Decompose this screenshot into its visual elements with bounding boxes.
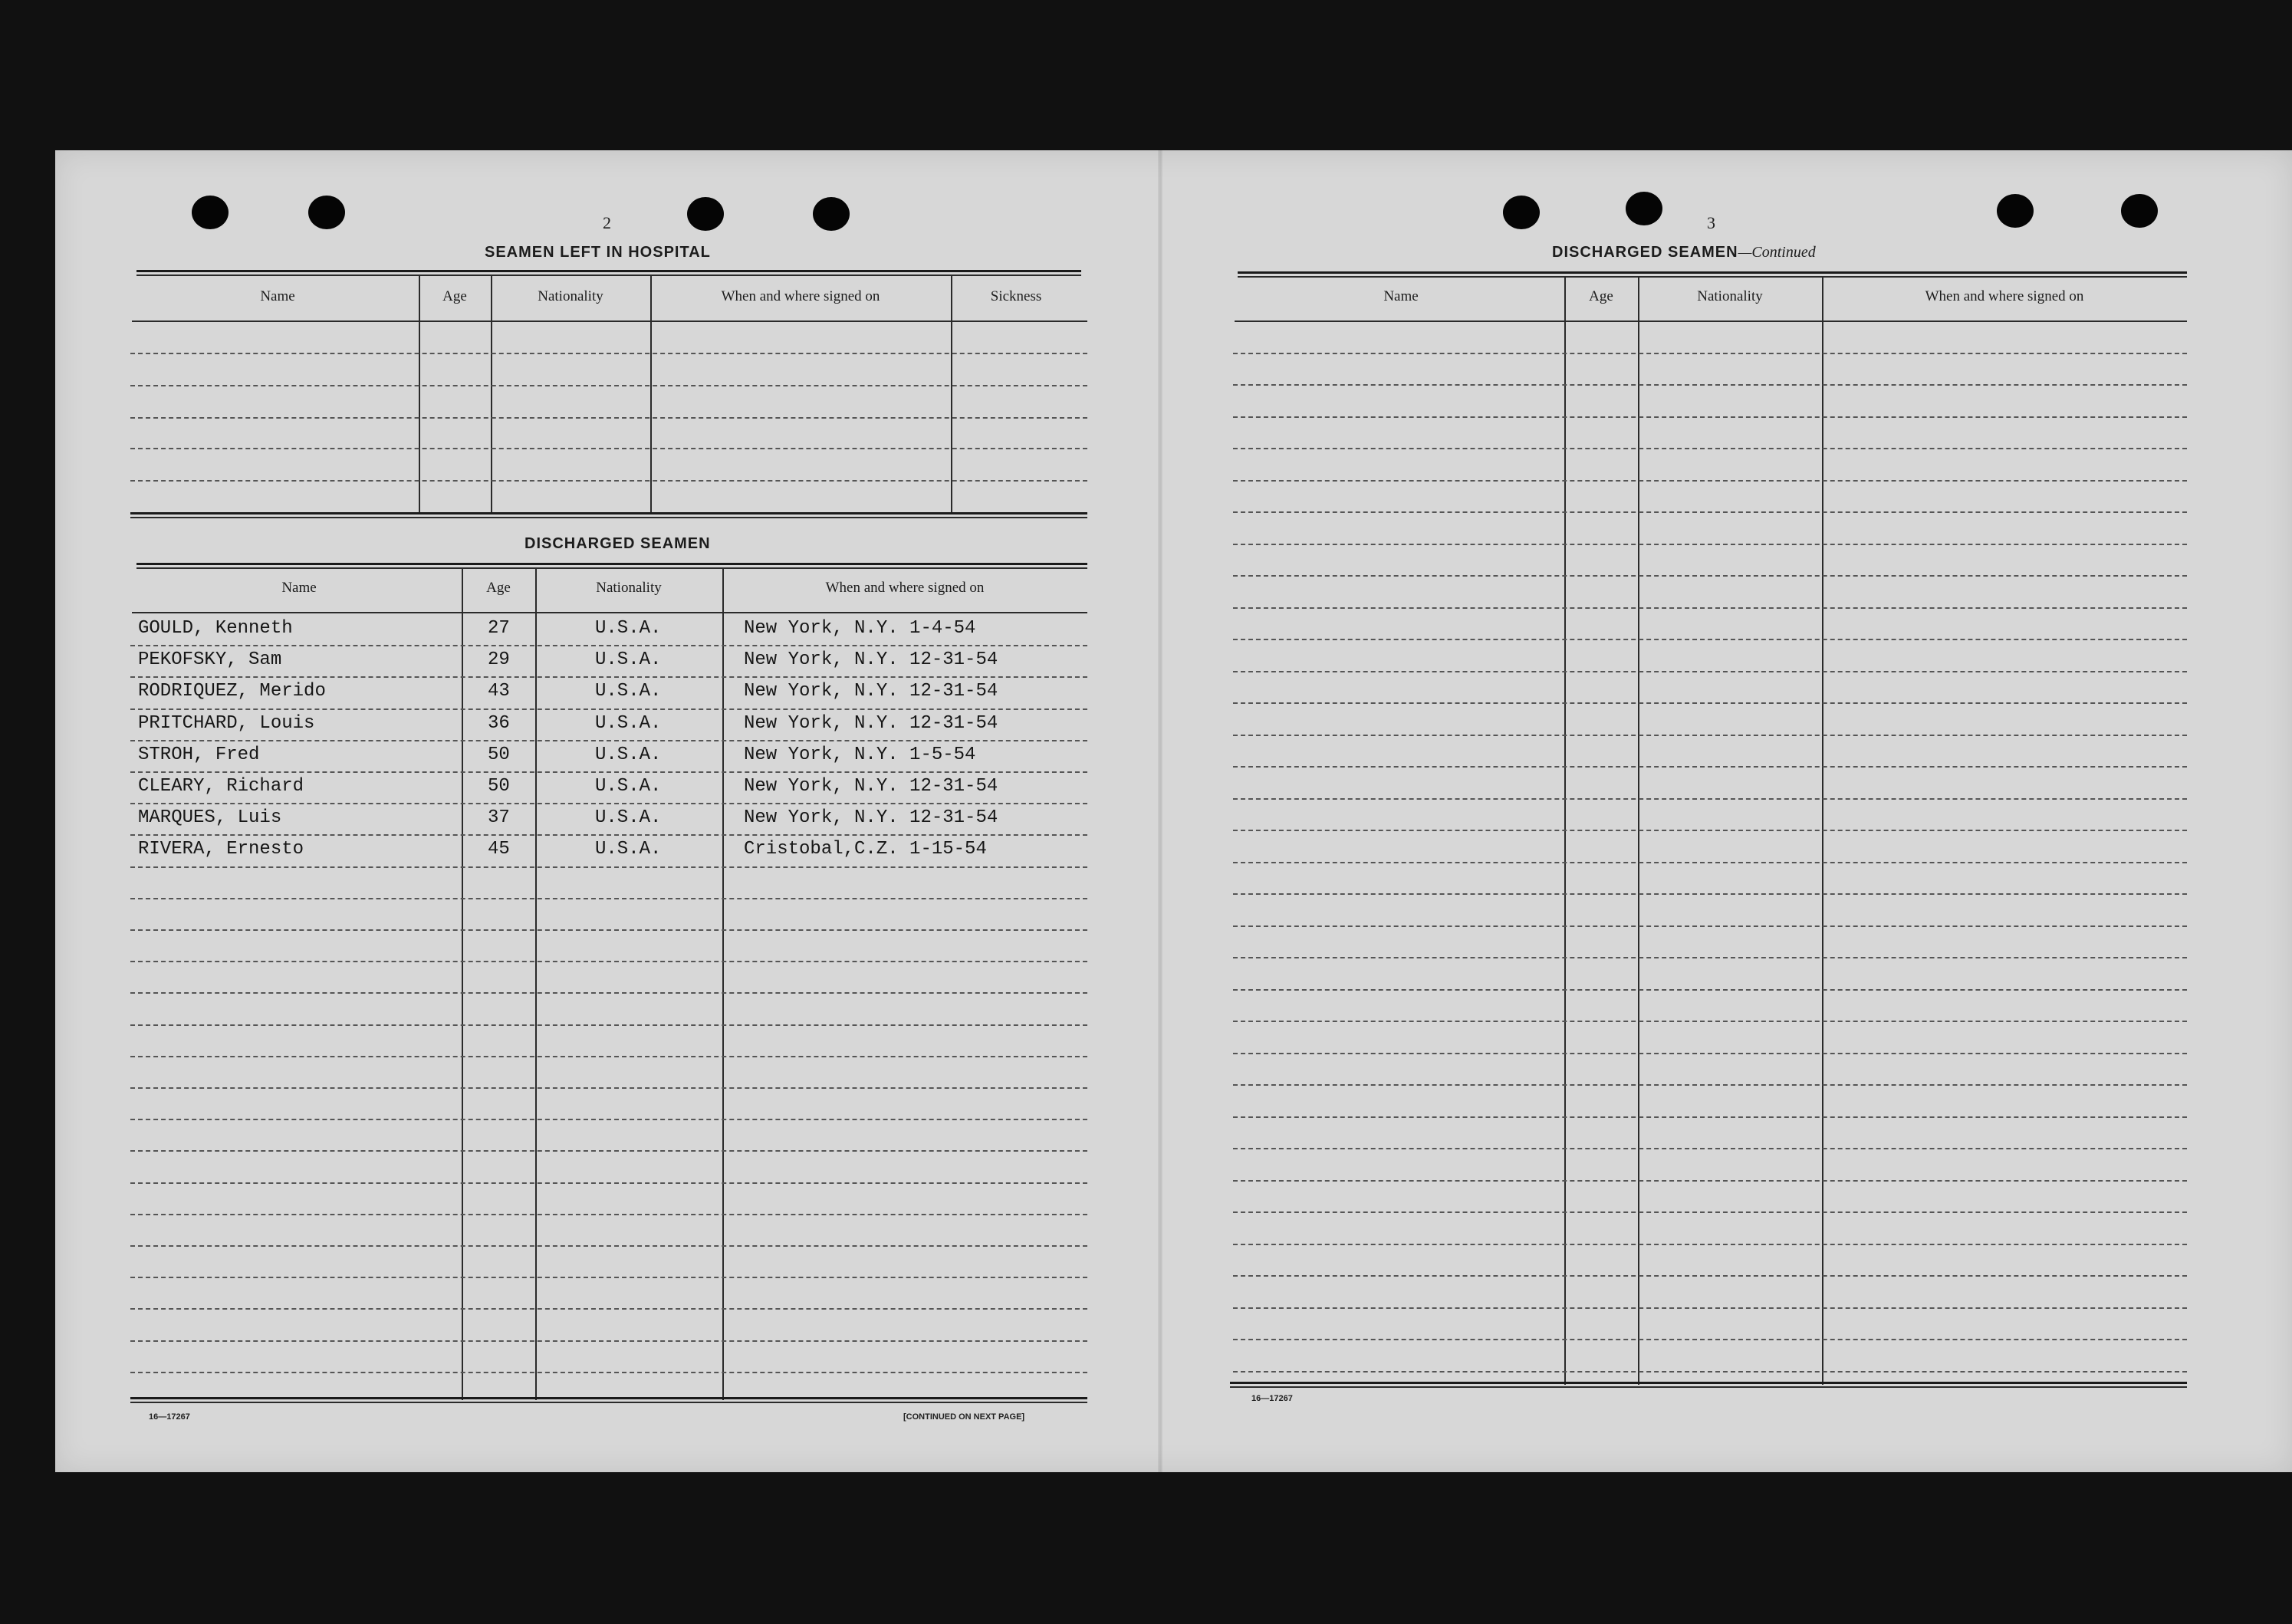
seaman-nationality: U.S.A. <box>595 776 662 797</box>
right-row-line <box>1233 1116 2187 1118</box>
discharged-column-header: Age <box>486 580 511 596</box>
seaman-nationality: U.S.A. <box>595 649 662 670</box>
continued-on-next-page-note: [CONTINUED ON NEXT PAGE] <box>903 1412 1025 1422</box>
seaman-signed-on: Cristobal,C.Z. 1-15-54 <box>744 839 987 860</box>
discharged-row-line <box>130 929 1087 931</box>
right-row-line <box>1233 511 2187 513</box>
punch-hole <box>308 196 345 229</box>
discharged-row-line <box>130 1277 1087 1278</box>
right-row-line <box>1233 1371 2187 1373</box>
discharged-row-line <box>130 708 1087 710</box>
right-row-line <box>1233 1148 2187 1149</box>
seaman-age: 27 <box>488 618 510 639</box>
right-row-line <box>1233 702 2187 704</box>
seaman-age: 36 <box>488 713 510 734</box>
right-bottom-rule-inner <box>1230 1386 2187 1388</box>
seaman-signed-on: New York, N.Y. 12-31-54 <box>744 681 998 702</box>
punch-hole <box>1503 196 1540 229</box>
right-row-line <box>1233 798 2187 800</box>
seaman-nationality: U.S.A. <box>595 839 662 860</box>
right-row-line <box>1233 353 2187 354</box>
right-column-header: Age <box>1589 288 1613 304</box>
right-column-divider <box>1822 278 1823 1385</box>
right-row-line <box>1233 1053 2187 1054</box>
right-row-line <box>1233 735 2187 736</box>
right-column-header: Nationality <box>1697 288 1763 304</box>
discharged-row-line <box>130 645 1087 646</box>
right-row-line <box>1233 480 2187 482</box>
discharged-row-line <box>130 1150 1087 1152</box>
right-row-line <box>1233 1244 2187 1245</box>
hospital-row-line <box>130 480 1087 482</box>
seaman-signed-on: New York, N.Y. 12-31-54 <box>744 807 998 828</box>
discharged-row-line <box>130 898 1087 899</box>
seaman-nationality: U.S.A. <box>595 681 662 702</box>
seaman-nationality: U.S.A. <box>595 807 662 828</box>
hospital-column-divider <box>491 276 492 512</box>
hospital-column-header: Age <box>442 288 467 304</box>
right-row-line <box>1233 1021 2187 1022</box>
discharged-header-rule <box>132 612 1087 613</box>
punch-hole <box>687 197 724 231</box>
form-number-right: 16—17267 <box>1251 1394 1293 1403</box>
seaman-name: CLEARY, Richard <box>138 776 304 797</box>
seaman-age: 43 <box>488 681 510 702</box>
right-row-line <box>1233 448 2187 449</box>
page-fold <box>1158 150 1162 1472</box>
seaman-name: RIVERA, Ernesto <box>138 839 304 860</box>
right-row-line <box>1233 1180 2187 1182</box>
seaman-signed-on: New York, N.Y. 12-31-54 <box>744 776 998 797</box>
seaman-age: 50 <box>488 745 510 765</box>
right-row-line <box>1233 766 2187 768</box>
punch-hole <box>2121 194 2158 228</box>
seaman-name: PRITCHARD, Louis <box>138 713 315 734</box>
discharged-row-line <box>130 1340 1087 1342</box>
discharged-row-line <box>130 740 1087 741</box>
right-column-header: When and where signed on <box>1925 288 2084 304</box>
right-top-rule-inner <box>1238 276 2187 278</box>
right-row-line <box>1233 1084 2187 1086</box>
punch-hole <box>192 196 229 229</box>
discharged-column-divider <box>462 569 463 1400</box>
seaman-name: GOULD, Kenneth <box>138 618 293 639</box>
right-column-divider <box>1564 278 1566 1385</box>
punch-hole <box>1997 194 2034 228</box>
right-bottom-rule <box>1230 1382 2187 1384</box>
discharged-column-divider <box>722 569 724 1400</box>
right-row-line <box>1233 1275 2187 1277</box>
right-row-line <box>1233 893 2187 895</box>
discharged-row-line <box>130 771 1087 773</box>
page-number-left: 2 <box>603 213 611 232</box>
right-top-rule <box>1238 271 2187 274</box>
discharged-continued-title <box>1552 244 1816 261</box>
hospital-row-line <box>130 417 1087 419</box>
hospital-column-header: Name <box>260 288 295 304</box>
right-row-line <box>1233 957 2187 958</box>
discharged-row-line <box>130 866 1087 868</box>
discharged-row-line <box>130 1119 1087 1120</box>
right-column-header: Name <box>1383 288 1419 304</box>
continued-suffix: —Continued <box>1738 244 1816 261</box>
seaman-nationality: U.S.A. <box>595 713 662 734</box>
hospital-section-title: SEAMEN LEFT IN HOSPITAL <box>485 244 711 261</box>
discharged-row-line <box>130 1024 1087 1026</box>
discharged-bottom-rule-inner <box>130 1402 1087 1403</box>
right-row-line <box>1233 1339 2187 1340</box>
right-column-divider <box>1638 278 1639 1385</box>
discharged-top-rule <box>136 563 1087 565</box>
right-row-line <box>1233 862 2187 863</box>
discharged-column-divider <box>535 569 537 1400</box>
hospital-column-divider <box>419 276 420 512</box>
punch-hole <box>813 197 850 231</box>
discharged-row-line <box>130 676 1087 678</box>
right-row-line <box>1233 639 2187 640</box>
right-row-line <box>1233 607 2187 609</box>
discharged-row-line <box>130 1087 1087 1089</box>
discharged-top-rule-inner <box>136 567 1087 569</box>
seaman-signed-on: New York, N.Y. 12-31-54 <box>744 649 998 670</box>
hospital-bottom-rule-inner <box>130 517 1087 518</box>
discharged-bottom-rule <box>130 1397 1087 1399</box>
hospital-top-rule-inner <box>136 275 1081 276</box>
seaman-name: PEKOFSKY, Sam <box>138 649 282 670</box>
page-number-right: 3 <box>1707 213 1715 232</box>
right-row-line <box>1233 830 2187 831</box>
right-row-line <box>1233 575 2187 577</box>
paper-sheet <box>55 150 2292 1472</box>
right-row-line <box>1233 416 2187 418</box>
seaman-nationality: U.S.A. <box>595 618 662 639</box>
discharged-row-line <box>130 1182 1087 1184</box>
hospital-column-header: Nationality <box>538 288 603 304</box>
hospital-row-line <box>130 448 1087 449</box>
hospital-column-header: Sickness <box>990 288 1042 304</box>
discharged-column-header: Name <box>281 580 317 596</box>
seaman-age: 50 <box>488 776 510 797</box>
discharged-row-line <box>130 992 1087 994</box>
seaman-age: 45 <box>488 839 510 860</box>
hospital-row-line <box>130 353 1087 354</box>
discharged-row-line <box>130 1372 1087 1373</box>
discharged-row-line <box>130 961 1087 962</box>
form-number-left: 16—17267 <box>149 1412 190 1422</box>
seaman-age: 29 <box>488 649 510 670</box>
discharged-row-line <box>130 1056 1087 1057</box>
discharged-column-header: When and where signed on <box>825 580 985 596</box>
hospital-top-rule <box>136 270 1081 272</box>
discharged-continued-title-text: DISCHARGED SEAMEN <box>1552 244 1738 261</box>
seaman-age: 37 <box>488 807 510 828</box>
seaman-name: MARQUES, Luis <box>138 807 282 828</box>
discharged-column-header: Nationality <box>596 580 662 596</box>
hospital-column-divider <box>650 276 652 512</box>
right-row-line <box>1233 671 2187 672</box>
discharged-row-line <box>130 803 1087 804</box>
discharged-row-line <box>130 1214 1087 1215</box>
hospital-column-header: When and where signed on <box>721 288 880 304</box>
hospital-column-divider <box>951 276 952 512</box>
discharged-row-line <box>130 834 1087 836</box>
hospital-bottom-rule <box>130 512 1087 514</box>
seaman-name: RODRIQUEZ, Merido <box>138 681 326 702</box>
discharged-row-line <box>130 1245 1087 1247</box>
right-row-line <box>1233 1211 2187 1213</box>
punch-hole <box>1626 192 1662 225</box>
right-row-line <box>1233 925 2187 927</box>
right-row-line <box>1233 1307 2187 1309</box>
discharged-row-line <box>130 1308 1087 1310</box>
right-header-rule <box>1235 321 2187 322</box>
seaman-signed-on: New York, N.Y. 1-5-54 <box>744 745 976 765</box>
right-row-line <box>1233 384 2187 386</box>
seaman-name: STROH, Fred <box>138 745 260 765</box>
hospital-row-line <box>130 385 1087 386</box>
seaman-nationality: U.S.A. <box>595 745 662 765</box>
discharged-section-title: DISCHARGED SEAMEN <box>524 535 711 552</box>
seaman-signed-on: New York, N.Y. 1-4-54 <box>744 618 976 639</box>
right-row-line <box>1233 544 2187 545</box>
hospital-header-rule <box>132 321 1087 322</box>
right-row-line <box>1233 989 2187 991</box>
seaman-signed-on: New York, N.Y. 12-31-54 <box>744 713 998 734</box>
